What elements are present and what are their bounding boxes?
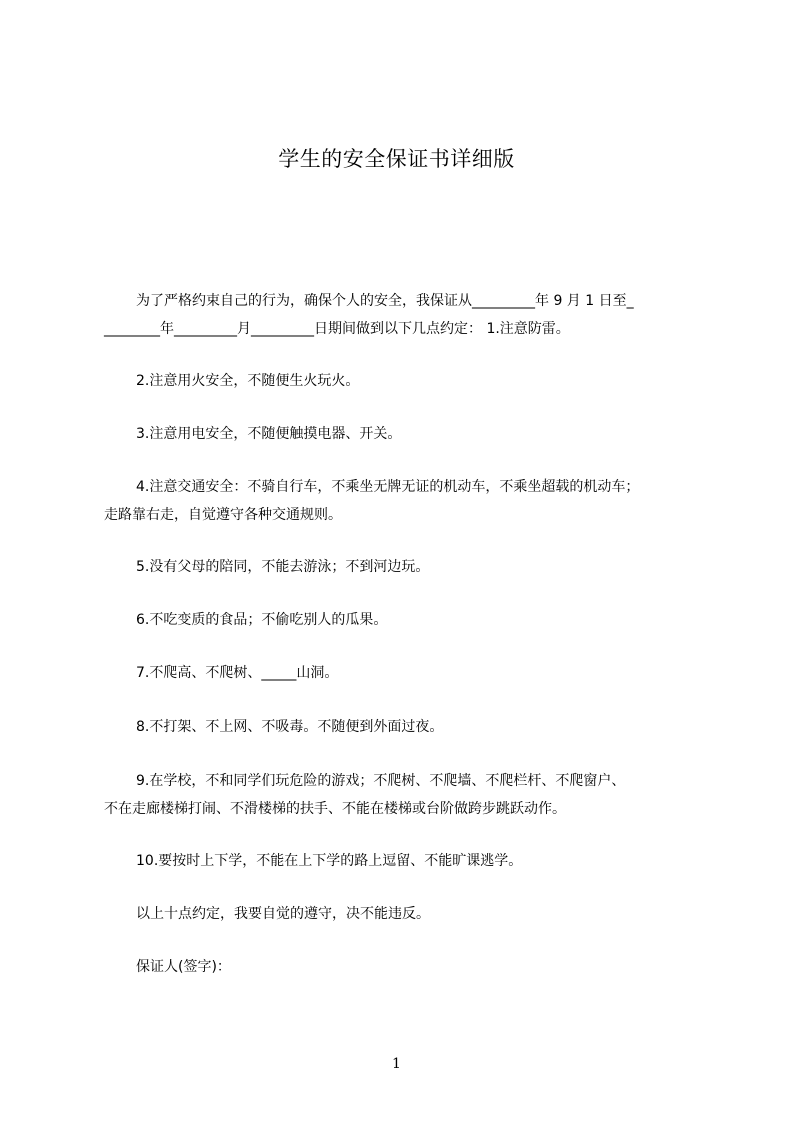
item-7: 7.不爬高、不爬树、_____山洞。 — [136, 665, 339, 681]
intro-paragraph — [104, 287, 704, 343]
page-number: 1 — [392, 1056, 401, 1072]
item-8: 8.不打架、不上网、不吸毒。不随便到外面过夜。 — [136, 719, 444, 735]
item-10: 10.要按时上下学，不能在上下学的路上逗留、不能旷课逃学。 — [136, 853, 523, 869]
item-3: 3.注意用电安全，不随便触摸电器、开关。 — [136, 426, 402, 442]
item-9-line-1: 9.在学校，不和同学们玩危险的游戏；不爬树、不爬墙、不爬栏杆、不爬窗户、 — [136, 773, 626, 789]
item-2: 2.注意用火安全，不随便生火玩火。 — [136, 373, 360, 389]
item-4-line-1: 4.注意交通安全：不骑自行车，不乘坐无牌无证的机动车，不乘坐超载的机动车； — [136, 479, 640, 495]
item-4 — [104, 473, 704, 529]
intro-line-1: 为了严格约束自己的行为，确保个人的安全，我保证从_________年 9 月 1 日至_ — [136, 293, 634, 309]
item-5: 5.没有父母的陪同，不能去游泳；不到河边玩。 — [136, 559, 430, 575]
item-6: 6.不吃变质的食品；不偷吃别人的瓜果。 — [136, 612, 388, 628]
document-title: 学生的安全保证书详细版 — [278, 147, 515, 171]
item-9 — [104, 767, 704, 823]
closing-statement: 以上十点约定，我要自觉的遵守，决不能违反。 — [136, 906, 430, 922]
item-4-line-2: 走路靠右走，自觉遵守各种交通规则。 — [104, 507, 342, 523]
item-9-line-2: 不在走廊楼梯打闹、不滑楼梯的扶手、不能在楼梯或台阶做跨步跳跃动作。 — [104, 801, 566, 817]
signature-line: 保证人(签字)： — [136, 959, 231, 975]
intro-line-2: ________年_________月_________日期间做到以下几点约定： 1.注意防雷。 — [104, 321, 570, 337]
